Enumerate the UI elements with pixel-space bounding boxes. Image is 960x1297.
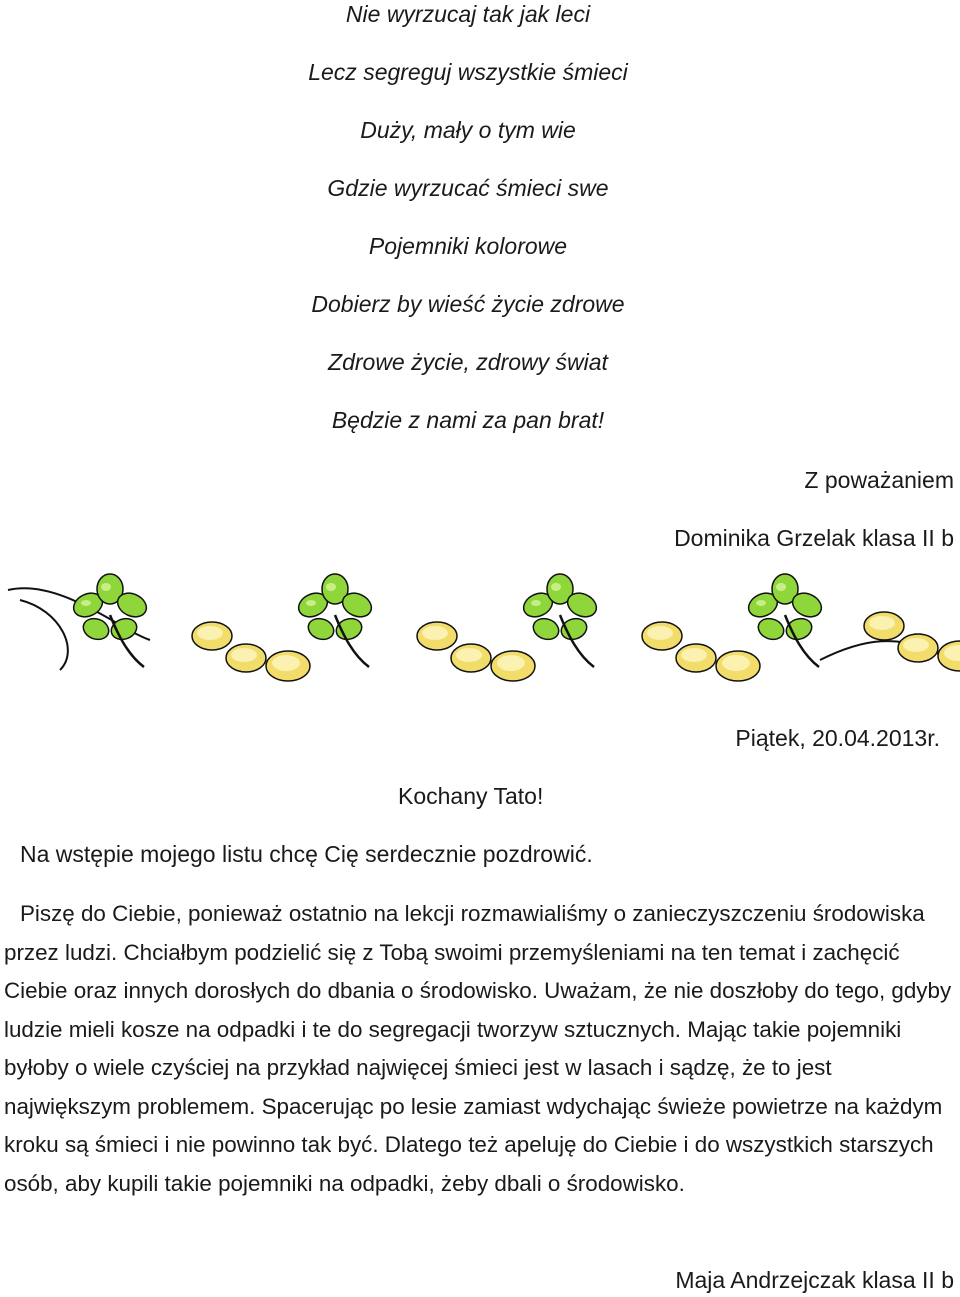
poem-line: Duży, mały o tym wie (360, 117, 576, 143)
poem-line: Będzie z nami za pan brat! (331, 407, 605, 433)
letter-signature: Maja Andrzejczak klasa II b (675, 1267, 954, 1293)
poem-line: Gdzie wyrzucać śmieci swe (327, 175, 609, 201)
letter-greeting: Na wstępie mojego listu chcę Cię serdecznie pozdrowić. (20, 841, 593, 867)
poem-line: Dobierz by wieść życie zdrowe (311, 291, 625, 317)
letter-paragraph: Piszę do Ciebie, ponieważ ostatnio na lekcji rozmawialiśmy o zanieczyszczeniu środowiska przez ludzi. Chciałbym podzielić się z Tobą swoimi przemyśleniami na ten temat i zachęcić Ciebie oraz innych dorosłych do dbania o środowisko. Uważam, że nie doszłoby do tego, gdyby ludzie mieli kosze na odpadki i te do segregacji tworzyw sztucznych. Mając takie pojemniki byłoby o wiele czyściej na przykład najwięcej śmieci jest w lasach i sądzę, że to jest największym problemem. Spacerując po lesie zamiast wdychając świeże powietrze na każdym kroku są śmieci i nie powinno tak być. Dlatego też apeluję do Ciebie i do wszystkich starszych osób, aby kupili takie pojemniki na odpadki, żeby dbali o środowisko. (4, 901, 952, 1196)
letter-date: Piątek, 20.04.2013r. (735, 725, 940, 751)
poem-line: Lecz segreguj wszystkie śmieci (308, 59, 628, 85)
poem-line: Pojemniki kolorowe (368, 233, 568, 259)
letter-body (4, 895, 956, 1203)
poem-line: Zdrowe życie, zdrowy świat (328, 349, 608, 375)
poem-closing: Z poważaniem (804, 467, 954, 493)
poem-line: Nie wyrzucaj tak jak leci (345, 1, 591, 27)
letter-salutation: Kochany Tato! (398, 783, 544, 809)
poem-author: Dominika Grzelak klasa II b (674, 525, 954, 551)
clover-and-coins-border-icon (0, 570, 960, 700)
